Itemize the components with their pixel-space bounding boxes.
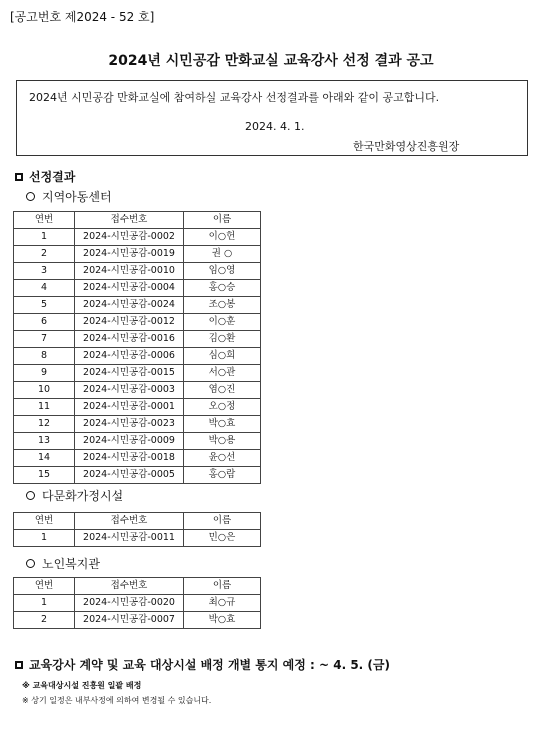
intro-signer: 한국만화영상진흥원장: [353, 140, 460, 153]
cell-no: 1: [14, 530, 75, 547]
table-row: [14, 280, 261, 297]
table-row: [14, 530, 261, 547]
intro-text: 2024년 시민공감 만화교실에 참여하실 교육강사 선정결과를 아래와 같이 공고합니다.: [29, 91, 440, 104]
cell-id: 2024-시민공감-0015: [75, 365, 184, 382]
group-heading-children-center: [26, 188, 112, 205]
table-row: [14, 229, 261, 246]
cell-no: 6: [14, 314, 75, 331]
cell-name: 임○영: [184, 263, 261, 280]
group-label: 지역아동센터: [42, 190, 112, 204]
cell-name: 염○진: [184, 382, 261, 399]
table-row: [14, 297, 261, 314]
table-header-row: [14, 578, 261, 595]
cell-no: 5: [14, 297, 75, 314]
cell-no: 13: [14, 433, 75, 450]
section-results-label: 선정결과: [29, 170, 76, 184]
cell-name: 박○용: [184, 433, 261, 450]
cell-no: 14: [14, 450, 75, 467]
cell-name: 김○환: [184, 331, 261, 348]
cell-no: 2: [14, 246, 75, 263]
table-row: [14, 416, 261, 433]
group-heading-senior-welfare: [26, 555, 100, 572]
section-results-heading: [15, 168, 75, 185]
cell-id: 2024-시민공감-0002: [75, 229, 184, 246]
cell-name: 서○관: [184, 365, 261, 382]
section-contract-heading: [15, 656, 390, 673]
cell-name: 홍○승: [184, 280, 261, 297]
table-row: [14, 348, 261, 365]
cell-name: 박○효: [184, 612, 261, 629]
results-table-children-center: [13, 211, 261, 484]
cell-no: 11: [14, 399, 75, 416]
header-no: 연번: [14, 212, 75, 229]
cell-id: 2024-시민공감-0011: [75, 530, 184, 547]
table-row: [14, 595, 261, 612]
cell-id: 2024-시민공감-0016: [75, 331, 184, 348]
square-bullet-icon: [15, 173, 23, 181]
section-contract-label: 교육강사 계약 및 교육 대상시설 배정 개별 통지 예정 : ~ 4. 5. (금): [29, 658, 390, 672]
header-name: 이름: [184, 578, 261, 595]
cell-name: 이○헌: [184, 229, 261, 246]
table-body: [14, 530, 261, 547]
cell-name: 조○봉: [184, 297, 261, 314]
group-heading-multicultural: [26, 487, 123, 504]
cell-id: 2024-시민공감-0001: [75, 399, 184, 416]
cell-name: 권 ○: [184, 246, 261, 263]
results-table-senior-welfare: [13, 577, 261, 629]
table-row: [14, 246, 261, 263]
header-no: 연번: [14, 578, 75, 595]
intro-box: [16, 80, 528, 156]
cell-no: 1: [14, 229, 75, 246]
circle-bullet-icon: [26, 491, 35, 500]
cell-id: 2024-시민공감-0012: [75, 314, 184, 331]
table-row: [14, 314, 261, 331]
cell-id: 2024-시민공감-0024: [75, 297, 184, 314]
cell-id: 2024-시민공감-0003: [75, 382, 184, 399]
cell-no: 4: [14, 280, 75, 297]
cell-id: 2024-시민공감-0019: [75, 246, 184, 263]
document-title: 2024년 시민공감 만화교실 교육강사 선정 결과 공고: [108, 53, 434, 69]
cell-id: 2024-시민공감-0005: [75, 467, 184, 484]
cell-name: 박○효: [184, 416, 261, 433]
cell-name: 홍○람: [184, 467, 261, 484]
cell-name: 최○규: [184, 595, 261, 612]
cell-id: 2024-시민공감-0018: [75, 450, 184, 467]
cell-no: 1: [14, 595, 75, 612]
circle-bullet-icon: [26, 559, 35, 568]
results-table-multicultural: [13, 512, 261, 547]
table-row: [14, 399, 261, 416]
table-row: [14, 612, 261, 629]
table-header-row: [14, 513, 261, 530]
table-row: [14, 450, 261, 467]
table-body: [14, 229, 261, 484]
table-row: [14, 382, 261, 399]
group-label: 노인복지관: [42, 557, 100, 571]
group-label: 다문화가정시설: [42, 489, 124, 503]
notice-number: [공고번호 제2024 - 52 호]: [10, 10, 155, 24]
cell-no: 15: [14, 467, 75, 484]
cell-id: 2024-시민공감-0023: [75, 416, 184, 433]
cell-id: 2024-시민공감-0020: [75, 595, 184, 612]
table-row: [14, 467, 261, 484]
cell-name: 민○은: [184, 530, 261, 547]
circle-bullet-icon: [26, 192, 35, 201]
cell-name: 윤○선: [184, 450, 261, 467]
cell-no: 2: [14, 612, 75, 629]
table-header-row: [14, 212, 261, 229]
cell-id: 2024-시민공감-0006: [75, 348, 184, 365]
note-assignment: ※ 교육대상시설 진흥원 일괄 배정: [22, 681, 142, 690]
cell-no: 9: [14, 365, 75, 382]
cell-no: 3: [14, 263, 75, 280]
header-name: 이름: [184, 513, 261, 530]
cell-no: 8: [14, 348, 75, 365]
table-row: [14, 365, 261, 382]
header-id: 접수번호: [75, 578, 184, 595]
table-row: [14, 263, 261, 280]
square-bullet-icon: [15, 661, 23, 669]
cell-no: 7: [14, 331, 75, 348]
cell-id: 2024-시민공감-0004: [75, 280, 184, 297]
table-body: [14, 595, 261, 629]
cell-name: 오○정: [184, 399, 261, 416]
cell-id: 2024-시민공감-0010: [75, 263, 184, 280]
intro-date: 2024. 4. 1.: [245, 120, 305, 133]
header-id: 접수번호: [75, 212, 184, 229]
cell-id: 2024-시민공감-0009: [75, 433, 184, 450]
header-id: 접수번호: [75, 513, 184, 530]
header-no: 연번: [14, 513, 75, 530]
cell-name: 심○희: [184, 348, 261, 365]
cell-no: 12: [14, 416, 75, 433]
cell-name: 이○훈: [184, 314, 261, 331]
table-row: [14, 331, 261, 348]
table-row: [14, 433, 261, 450]
cell-id: 2024-시민공감-0007: [75, 612, 184, 629]
header-name: 이름: [184, 212, 261, 229]
note-schedule-change: ※ 상기 일정은 내부사정에 의하여 변경될 수 있습니다.: [22, 696, 212, 705]
cell-no: 10: [14, 382, 75, 399]
